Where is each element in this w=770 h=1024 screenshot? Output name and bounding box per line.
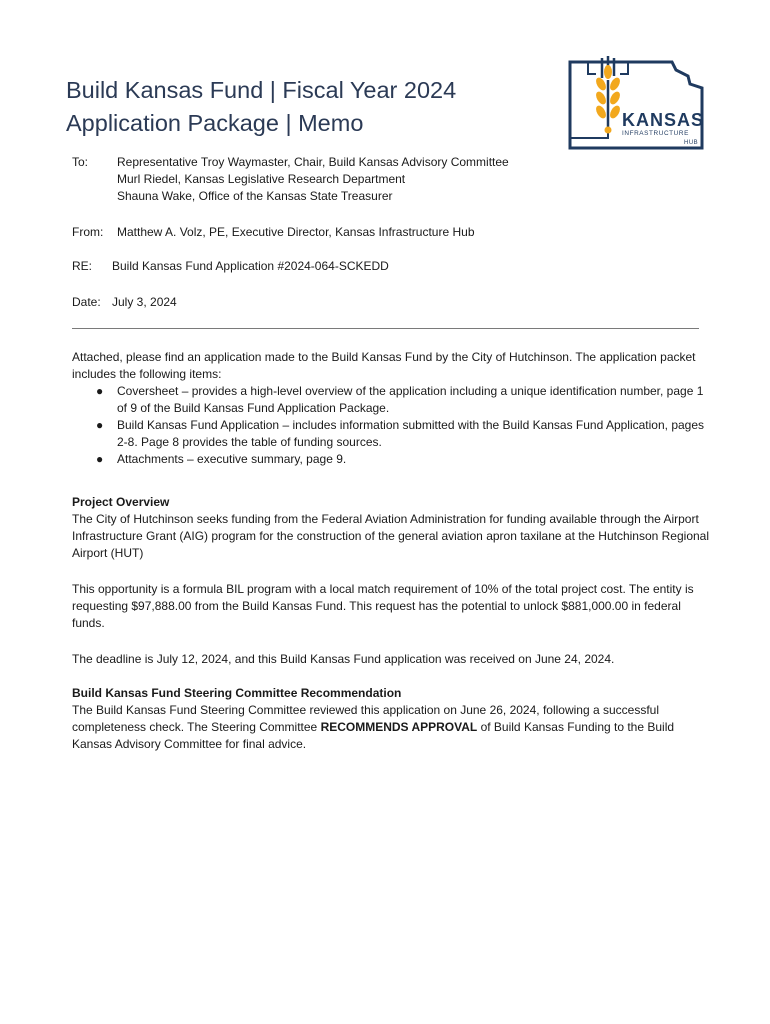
bullet-icon: ● — [96, 452, 104, 466]
from-value: Matthew A. Volz, PE, Executive Director, Kansas Infrastructure Hub — [117, 225, 475, 239]
steering-committee-heading: Build Kansas Fund Steering Committee Recommendation — [72, 686, 402, 700]
list-item: ● Attachments – executive summary, page 9. — [96, 452, 347, 466]
recommendation-emphasis: RECOMMENDS APPROVAL — [320, 720, 478, 734]
title-line-2: Application Package | Memo — [66, 110, 364, 136]
date-value: July 3, 2024 — [112, 295, 177, 309]
to-line-1: Representative Troy Waymaster, Chair, Build Kansas Advisory Committee — [117, 155, 509, 169]
list-item: ● Build Kansas Fund Application – includes information submitted with the Build Kansas Fund Application, pages 2-8. Page 8 provides the table of funding sources. — [96, 418, 705, 449]
date-label: Date: — [72, 295, 101, 309]
deadline-paragraph: The deadline is July 12, 2024, and this Build Kansas Fund application was received on June 24, 2024. — [72, 652, 615, 666]
logo-kansas-text: KANSAS — [622, 110, 705, 130]
to-line-3: Shauna Wake, Office of the Kansas State Treasurer — [117, 189, 393, 203]
to-label: To: — [72, 155, 89, 169]
kansas-infrastructure-hub-logo — [562, 54, 706, 154]
project-overview-section — [72, 494, 712, 562]
re-value: Build Kansas Fund Application #2024-064-SCKEDD — [112, 259, 389, 273]
title-line-1: Build Kansas Fund | Fiscal Year 2024 — [66, 77, 457, 103]
intro-text: Attached, please find an application made to the Build Kansas Fund by the City of Hutchinson. The application packet includes the following items: — [72, 350, 696, 381]
logo-hub-text: HUB — [684, 140, 699, 146]
intro-section — [72, 349, 712, 468]
bullet-icon: ● — [96, 384, 104, 398]
from-label: From: — [72, 225, 104, 239]
to-line-2: Murl Riedel, Kansas Legislative Research Department — [117, 172, 406, 186]
items-list — [72, 383, 712, 468]
project-overview-text: The City of Hutchinson seeks funding from the Federal Aviation Administration for funding available through the Airport Infrastructure Grant (AIG) program for the construction of the general aviation apron taxilane at the Hutchinson Regional Airport (HUT) — [72, 512, 710, 560]
list-item: ● Coversheet – provides a high-level overview of the application including a unique identification number, page 1 of 9 of the Build Kansas Fund Application Package. — [96, 384, 704, 415]
steering-committee-text: The Build Kansas Fund Steering Committee reviewed this application on June 26, 2024, following a successful completeness check. The Steering Committee RECOMMENDS APPROVAL of Build Kansas Funding to the Build Kansas Advisory Committee for final advice. — [72, 703, 675, 751]
divider — [72, 328, 699, 329]
logo-infrastructure-text: INFRASTRUCTURE — [622, 130, 689, 137]
re-label: RE: — [72, 259, 93, 273]
bullet-icon: ● — [96, 418, 104, 432]
project-overview-heading: Project Overview — [72, 495, 170, 509]
steering-committee-section — [72, 685, 712, 753]
opportunity-paragraph: This opportunity is a formula BIL program with a local match requirement of 10% of the total project cost. The entity is requesting $97,888.00 from the Build Kansas Fund. This request has the potential to unlock $881,000.00 in federal funds. — [72, 582, 694, 630]
page-title — [66, 74, 536, 140]
